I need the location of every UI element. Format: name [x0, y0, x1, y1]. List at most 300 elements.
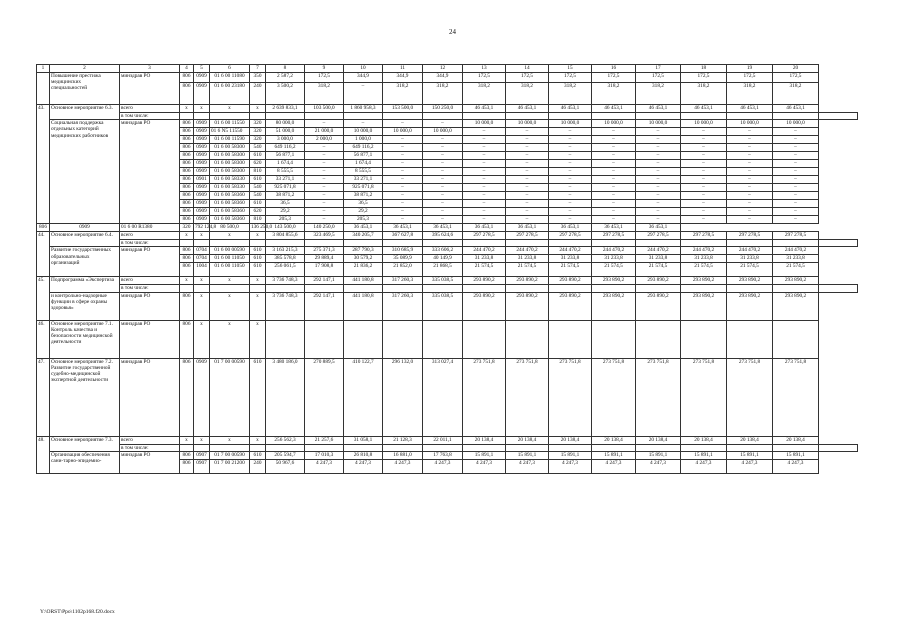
table-cell: [194, 113, 210, 120]
table-cell: 1004: [194, 263, 210, 277]
table-cell: 46 453,1: [773, 105, 819, 113]
table-cell: 293 890,2: [506, 277, 549, 285]
column-number: 17: [636, 65, 681, 73]
table-cell: x: [194, 277, 210, 285]
table-cell: 810: [250, 216, 266, 224]
table-cell: 30 579,2: [344, 255, 383, 263]
table-cell: 80 500,0: [210, 224, 250, 232]
table-cell: [305, 240, 344, 247]
table-cell: 540: [250, 144, 266, 152]
table-cell: 0909: [194, 73, 210, 83]
table-cell: 293 890,2: [727, 277, 773, 285]
table-cell: –: [383, 152, 423, 160]
table-cell: –: [773, 144, 819, 152]
table-cell: 56 877,1: [344, 152, 383, 160]
table-cell: 33 271,1: [344, 176, 383, 184]
table-cell: –: [636, 136, 681, 144]
column-number: 11: [383, 65, 423, 73]
table-cell: –: [636, 184, 681, 192]
table-cell: –: [681, 144, 727, 152]
table-cell: 292 147,1: [305, 292, 344, 320]
table-cell: 806: [180, 216, 194, 224]
table-cell: 256 562,3: [266, 436, 305, 444]
table-cell: –: [773, 184, 819, 192]
table-cell: 244 470,2: [727, 247, 773, 255]
table-cell: –: [383, 120, 423, 128]
table-cell: –: [506, 128, 549, 136]
table-cell: 367 627,8: [383, 232, 423, 240]
table-cell: –: [681, 176, 727, 184]
table-cell: –: [773, 128, 819, 136]
table-cell: 01 6 00 11550: [210, 120, 250, 128]
table-cell: [266, 285, 305, 292]
table-cell: 20 138,4: [592, 436, 636, 444]
table-cell: [636, 444, 681, 451]
table-cell: [773, 285, 819, 292]
table-cell: –: [383, 216, 423, 224]
table-cell: 297 278,5: [681, 232, 727, 240]
table-cell: 17 763,8: [423, 451, 463, 459]
table-cell: x: [180, 232, 194, 240]
table-cell: 15 891,1: [636, 451, 681, 459]
table-cell: x: [194, 320, 210, 358]
table-cell: 153 500,0: [383, 105, 423, 113]
table-cell: 46 453,1: [681, 105, 727, 113]
table-cell: –: [423, 216, 463, 224]
table-cell: 01 6 N5 11550: [210, 128, 250, 136]
table-row: [37, 277, 858, 285]
table-cell: 0909: [50, 224, 120, 232]
table-cell: x: [250, 320, 266, 358]
table-cell: –: [727, 184, 773, 192]
table-cell: 320: [250, 120, 266, 128]
table-cell: –: [383, 208, 423, 216]
table-cell: [180, 113, 194, 120]
table-cell: –: [773, 136, 819, 144]
table-cell: [383, 444, 423, 451]
table-cell: 293 890,2: [463, 277, 506, 285]
table-cell: 29,2: [344, 208, 383, 216]
table-cell: –: [773, 200, 819, 208]
table-cell: 31 233,8: [549, 255, 592, 263]
table-cell: –: [636, 216, 681, 224]
table-cell: 01 6 00 58360: [210, 192, 250, 200]
table-cell: [681, 444, 727, 451]
table-cell: [344, 113, 383, 120]
table-cell: 310 685,9: [383, 247, 423, 255]
table-cell: [592, 240, 636, 247]
table-cell: –: [592, 184, 636, 192]
table-cell: –: [305, 216, 344, 224]
table-cell: 46 453,1: [592, 105, 636, 113]
table-cell: –: [636, 200, 681, 208]
table-cell: [463, 444, 506, 451]
table-cell: [266, 444, 305, 451]
table-cell: 31 058,1: [344, 436, 383, 444]
table-cell: 31 233,8: [592, 255, 636, 263]
table-cell: Развитие государственных образовательных организаций: [50, 247, 120, 277]
table-cell: 44.: [37, 232, 50, 277]
table-cell: –: [463, 144, 506, 152]
table-cell: [463, 240, 506, 247]
table-cell: 395 624,6: [423, 232, 463, 240]
table-cell: 323 469,5: [305, 232, 344, 240]
table-cell: 318,2: [773, 83, 819, 105]
table-cell: –: [506, 200, 549, 208]
table-cell: –: [383, 168, 423, 176]
table-cell: 21 836,2: [344, 263, 383, 277]
table-cell: 21 574,5: [506, 263, 549, 277]
table-cell: [506, 285, 549, 292]
table-cell: 441 180,8: [344, 292, 383, 320]
table-cell: [423, 444, 463, 451]
table-cell: 318,2: [549, 83, 592, 105]
table-cell: 10 000,0: [681, 120, 727, 128]
table-cell: –: [549, 152, 592, 160]
table-cell: 0909: [194, 358, 210, 436]
table-cell: 806: [180, 120, 194, 128]
table-cell: –: [681, 192, 727, 200]
table-cell: –: [423, 192, 463, 200]
table-cell: –: [636, 128, 681, 136]
table-cell: –: [592, 192, 636, 200]
table-cell: 273 751,8: [727, 358, 773, 436]
table-cell: 806: [180, 200, 194, 208]
table-cell: 01 6 00 58300: [210, 160, 250, 168]
table-cell: 297 278,5: [506, 232, 549, 240]
table-row: [37, 451, 858, 459]
table-cell: [305, 285, 344, 292]
table-cell: 4 247,3: [636, 459, 681, 473]
table-cell: 806: [180, 292, 194, 320]
table-cell: 4 247,3: [592, 459, 636, 473]
table-cell: 16 881,0: [383, 451, 423, 459]
table-cell: 792 124,8: [195, 224, 217, 231]
table-cell: –: [463, 216, 506, 224]
table-cell: 273 751,8: [681, 358, 727, 436]
table-cell: –: [549, 168, 592, 176]
table-cell: [250, 444, 266, 451]
table-cell: [592, 113, 636, 120]
table-cell: –: [549, 192, 592, 200]
file-path-footer: Y:\ORST\Ppo\1102p168.f20.docx: [40, 609, 115, 615]
table-cell: [819, 285, 858, 292]
table-cell: 649 116,2: [266, 144, 305, 152]
table-cell: 46 453,1: [549, 105, 592, 113]
column-number: 12: [423, 65, 463, 73]
table-cell: [681, 240, 727, 247]
table-cell: 806: [180, 136, 194, 144]
table-cell: 172,5: [727, 73, 773, 83]
table-cell: –: [506, 136, 549, 144]
table-cell: x: [180, 277, 194, 285]
table-cell: –: [773, 160, 819, 168]
table-cell: 01 6 00 58360: [210, 216, 250, 224]
table-cell: –: [463, 200, 506, 208]
column-number: 16: [592, 65, 636, 73]
table-cell: –: [305, 168, 344, 176]
table-cell: 806: [180, 192, 194, 200]
table-cell: 26 810,8: [344, 451, 383, 459]
table-cell: 01 6 00 R1380: [120, 224, 180, 232]
table-cell: 244 470,2: [549, 247, 592, 255]
table-cell: [423, 320, 463, 358]
table-cell: –: [305, 120, 344, 128]
table-cell: 293 890,2: [549, 292, 592, 320]
table-cell: –: [592, 128, 636, 136]
table-cell: 620: [250, 208, 266, 216]
table-cell: –: [636, 152, 681, 160]
table-cell: всего: [120, 232, 180, 240]
table-cell: [727, 240, 773, 247]
table-cell: –: [506, 192, 549, 200]
table-cell: [180, 285, 194, 292]
table-cell: минздрав РО: [120, 292, 180, 320]
table-cell: 244 470,2: [773, 247, 819, 255]
table-cell: x: [210, 277, 250, 285]
table-cell: 806: [180, 184, 194, 192]
table-cell: [727, 320, 773, 358]
table-cell: –: [463, 184, 506, 192]
table-cell: 318,2: [383, 83, 423, 105]
table-cell: x: [250, 292, 266, 320]
table-cell: 20 138,4: [549, 436, 592, 444]
table-cell: [210, 240, 250, 247]
table-cell: 20 138,4: [773, 436, 819, 444]
table-cell: 46 453,1: [506, 105, 549, 113]
table-cell: 293 890,2: [773, 292, 819, 320]
table-cell: [727, 113, 773, 120]
table-cell: 317 260,3: [383, 277, 423, 285]
table-cell: 273 751,8: [636, 358, 681, 436]
table-cell: [266, 320, 305, 358]
table-cell: 140 250,0: [305, 224, 344, 232]
table-cell: [305, 444, 344, 451]
table-cell: 0909: [194, 192, 210, 200]
column-number: 15: [549, 65, 592, 73]
table-cell: –: [727, 176, 773, 184]
table-cell: 270 889,5: [305, 358, 344, 436]
table-cell: –: [463, 168, 506, 176]
table-cell: –: [681, 208, 727, 216]
table-cell: 01 6 00 00590: [210, 247, 250, 255]
table-row: [37, 240, 858, 247]
table-cell: [344, 285, 383, 292]
table-cell: 38 871,2: [266, 192, 305, 200]
table-cell: в том числе:: [120, 240, 180, 247]
table-cell: [194, 444, 210, 451]
table-cell: x: [250, 232, 266, 240]
table-cell: 21 574,5: [549, 263, 592, 277]
column-number: 5: [194, 65, 210, 73]
table-cell: [592, 444, 636, 451]
table-cell: 15 891,1: [506, 451, 549, 459]
table-cell: –: [506, 176, 549, 184]
table-cell: –: [423, 152, 463, 160]
table-cell: 293 890,2: [592, 277, 636, 285]
table-cell: 17 908,8: [305, 263, 344, 277]
table-cell: 172,5: [636, 73, 681, 83]
table-cell: 610: [250, 255, 266, 263]
table-cell: [194, 285, 210, 292]
table-cell: [180, 444, 194, 451]
table-cell: 15 891,1: [727, 451, 773, 459]
table-cell: [819, 240, 858, 247]
table-cell: 172,5: [773, 73, 819, 83]
table-cell: 0909: [194, 144, 210, 152]
table-cell: [383, 113, 423, 120]
table-cell: –: [506, 144, 549, 152]
table-cell: –: [773, 208, 819, 216]
table-cell: 01 6 00 11590: [210, 136, 250, 144]
table-cell: –: [773, 216, 819, 224]
table-cell: 806: [180, 247, 194, 255]
table-cell: 172,5: [592, 73, 636, 83]
table-cell: –: [727, 128, 773, 136]
table-cell: [305, 113, 344, 120]
table-cell: 292 147,1: [305, 277, 344, 285]
table-cell: минздрав РО: [120, 358, 180, 436]
table-cell: 313 027,4: [423, 358, 463, 436]
table-cell: [383, 240, 423, 247]
table-cell: 21 000,0: [305, 128, 344, 136]
table-cell: –: [463, 136, 506, 144]
column-number: 13: [463, 65, 506, 73]
table-cell: 806: [180, 255, 194, 263]
table-cell: 21 257,6: [305, 436, 344, 444]
table-cell: 610: [250, 152, 266, 160]
table-cell: 172,5: [305, 73, 344, 83]
table-cell: 15 891,1: [463, 451, 506, 459]
table-cell: 0909: [194, 168, 210, 176]
table-row: [37, 113, 858, 120]
table-cell: –: [305, 208, 344, 216]
table-cell: –: [636, 144, 681, 152]
table-cell: 610: [250, 200, 266, 208]
table-cell: –: [636, 176, 681, 184]
table-cell: –: [592, 176, 636, 184]
table-row: [37, 444, 858, 451]
column-number: 20: [773, 65, 819, 73]
table-cell: 21 574,5: [636, 263, 681, 277]
table-cell: [506, 320, 549, 358]
table-cell: –: [549, 200, 592, 208]
table-cell: 172,5: [549, 73, 592, 83]
table-cell: –: [383, 144, 423, 152]
table-cell: 806: [180, 152, 194, 160]
table-cell: Подпрограмма «Экспертиза: [50, 277, 120, 292]
table-cell: 297 278,5: [549, 232, 592, 240]
table-cell: 293 890,2: [506, 292, 549, 320]
table-cell: –: [636, 160, 681, 168]
table-cell: 136 250,0: [251, 224, 273, 231]
table-cell: [727, 444, 773, 451]
table-cell: 256 061,5: [266, 263, 305, 277]
table-cell: 4 247,3: [549, 459, 592, 473]
table-cell: 0907: [194, 451, 210, 459]
table-cell: 0909: [194, 128, 210, 136]
table-cell: [266, 113, 305, 120]
table-cell: –: [727, 160, 773, 168]
table-cell: [37, 73, 50, 105]
table-cell: минздрав РО: [120, 247, 180, 277]
table-cell: 01 6 00 58300: [210, 152, 250, 160]
table-cell: 297 278,5: [773, 232, 819, 240]
table-cell: –: [592, 216, 636, 224]
table-cell: –: [727, 208, 773, 216]
table-cell: 273 751,8: [592, 358, 636, 436]
table-cell: [549, 285, 592, 292]
table-cell: 4 247,3: [305, 459, 344, 473]
table-cell: 806: [180, 128, 194, 136]
table-cell: –: [592, 144, 636, 152]
table-cell: 0704: [194, 255, 210, 263]
table-cell: –: [463, 152, 506, 160]
table-cell: –: [344, 120, 383, 128]
table-cell: –: [773, 192, 819, 200]
table-row: [37, 320, 858, 358]
table-cell: 293 890,2: [463, 292, 506, 320]
table-cell: 17 010,3: [305, 451, 344, 459]
table-cell: –: [681, 184, 727, 192]
table-cell: 36 453,1: [344, 224, 383, 232]
table-cell: –: [636, 192, 681, 200]
table-cell: 806: [180, 73, 194, 83]
column-number: 1: [37, 65, 50, 73]
table-cell: 2 000,0: [305, 136, 344, 144]
table-cell: [344, 444, 383, 451]
table-cell: 806: [180, 320, 194, 358]
table-cell: 46 453,1: [636, 105, 681, 113]
table-cell: 4 247,3: [383, 459, 423, 473]
table-cell: 01 6 00 23180: [210, 83, 250, 105]
table-cell: всего: [120, 105, 180, 113]
table-cell: 20 138,4: [506, 436, 549, 444]
table-cell: 806: [180, 358, 194, 436]
table-cell: 240: [250, 459, 266, 473]
table-cell: 3 500,2: [266, 83, 305, 105]
table-cell: –: [423, 160, 463, 168]
header-row: [37, 65, 858, 73]
table-cell: 10 000,0: [344, 128, 383, 136]
table-cell: 320: [250, 128, 266, 136]
table-cell: 01 6 00 11050: [210, 263, 250, 277]
table-cell: 806: [180, 144, 194, 152]
table-cell: 15 891,1: [773, 451, 819, 459]
table-cell: –: [383, 200, 423, 208]
table-cell: 244 470,2: [592, 247, 636, 255]
table-cell: 293 890,2: [773, 277, 819, 285]
table-cell: минздрав РО: [120, 320, 180, 358]
table-cell: 441 180,8: [344, 277, 383, 285]
table-cell: –: [423, 208, 463, 216]
table-cell: 10 000,0: [727, 120, 773, 128]
table-cell: –: [423, 176, 463, 184]
table-cell: 36 453,1: [383, 224, 423, 232]
column-number: 10: [344, 65, 383, 73]
table-cell: 36 453,1: [636, 224, 681, 232]
table-cell: –: [549, 176, 592, 184]
table-cell: 293 890,2: [727, 292, 773, 320]
table-cell: [383, 285, 423, 292]
table-cell: 0909: [194, 184, 210, 192]
table-cell: –: [549, 216, 592, 224]
table-cell: 36 453,1: [463, 224, 506, 232]
table-cell: 10 000,0: [463, 120, 506, 128]
table-cell: 10 000,0: [592, 120, 636, 128]
table-cell: 296 132,0: [383, 358, 423, 436]
table-cell: Социальная поддержка отдельных категорий медицинских работников: [50, 120, 120, 224]
